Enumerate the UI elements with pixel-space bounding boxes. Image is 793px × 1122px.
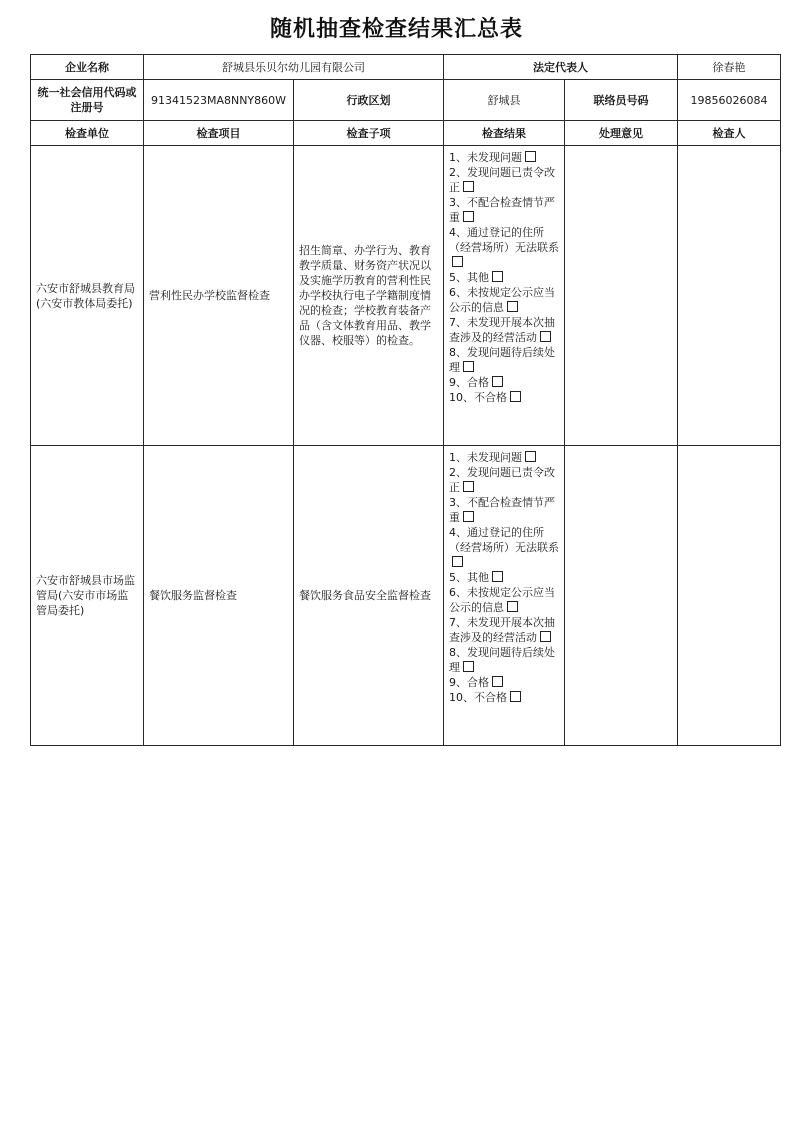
checkbox[interactable] — [540, 631, 551, 642]
credit-row — [31, 80, 781, 121]
result-option: 1、未发现问题 — [449, 450, 559, 465]
result-option: 7、未发现开展本次抽查涉及的经营活动 — [449, 316, 555, 344]
column-header: 处理意见 — [565, 121, 678, 146]
checkbox[interactable] — [540, 331, 551, 342]
checkbox[interactable] — [507, 301, 518, 312]
result-option: 4、通过登记的住所（经营场所）无法联系 — [449, 225, 559, 270]
result-options — [444, 146, 565, 446]
checkbox[interactable] — [492, 376, 503, 387]
enterprise-name-label: 企业名称 — [31, 55, 144, 80]
liaison-label: 联络员号码 — [565, 80, 678, 121]
checkbox[interactable] — [452, 256, 463, 267]
checkbox[interactable] — [525, 451, 536, 462]
column-header: 检查结果 — [444, 121, 565, 146]
result-option: 5、其他 — [449, 270, 559, 285]
legal-rep-label: 法定代表人 — [444, 55, 678, 80]
result-option: 1、未发现问题 — [449, 150, 559, 165]
credit-code-value: 91341523MA8NNY860W — [144, 80, 294, 121]
enterprise-row — [31, 55, 781, 80]
result-option: 5、其他 — [449, 570, 559, 585]
record-row — [31, 146, 781, 446]
checkbox[interactable] — [510, 691, 521, 702]
checkbox[interactable] — [492, 676, 503, 687]
legal-rep-value: 徐春艳 — [678, 55, 781, 80]
checkbox[interactable] — [492, 571, 503, 582]
result-option: 8、发现问题待后续处理 — [449, 646, 555, 674]
record-row — [31, 446, 781, 746]
inspection-item: 营利性民办学校监督检查 — [144, 146, 294, 446]
checkbox[interactable] — [525, 151, 536, 162]
inspection-unit: 六安市舒城县教育局(六安市教体局委托) — [31, 146, 144, 446]
checkbox[interactable] — [463, 361, 474, 372]
result-option: 3、不配合检查情节严重 — [449, 496, 555, 524]
handling-opinion — [565, 446, 678, 746]
result-option: 9、合格 — [449, 375, 559, 390]
handling-opinion — [565, 146, 678, 446]
inspection-subitem: 餐饮服务食品安全监督检查 — [294, 446, 444, 746]
result-options — [444, 446, 565, 746]
enterprise-name-value: 舒城县乐贝尔幼儿园有限公司 — [144, 55, 444, 80]
column-header: 检查子项 — [294, 121, 444, 146]
checkbox[interactable] — [452, 556, 463, 567]
checkbox[interactable] — [463, 211, 474, 222]
checkbox[interactable] — [463, 481, 474, 492]
checkbox[interactable] — [463, 661, 474, 672]
page-title: 随机抽查检查结果汇总表 — [269, 17, 523, 42]
inspector — [678, 146, 781, 446]
result-option: 2、发现问题已责令改正 — [449, 166, 555, 194]
column-header: 检查单位 — [31, 121, 144, 146]
checkbox[interactable] — [492, 271, 503, 282]
result-option: 10、不合格 — [449, 390, 559, 405]
result-option: 6、未按规定公示应当公示的信息 — [449, 286, 555, 314]
result-option: 10、不合格 — [449, 690, 559, 705]
credit-code-label: 统一社会信用代码或注册号 — [31, 80, 144, 121]
checkbox[interactable] — [463, 511, 474, 522]
summary-table — [30, 54, 781, 746]
district-label: 行政区划 — [294, 80, 444, 121]
checkbox[interactable] — [510, 391, 521, 402]
inspector — [678, 446, 781, 746]
column-header: 检查项目 — [144, 121, 294, 146]
result-option: 8、发现问题待后续处理 — [449, 346, 555, 374]
checkbox[interactable] — [463, 181, 474, 192]
column-header: 检查人 — [678, 121, 781, 146]
liaison-value: 19856026084 — [678, 80, 781, 121]
result-option: 4、通过登记的住所（经营场所）无法联系 — [449, 525, 559, 570]
checkbox[interactable] — [507, 601, 518, 612]
inspection-unit: 六安市舒城县市场监管局(六安市市场监管局委托) — [31, 446, 144, 746]
result-option: 2、发现问题已责令改正 — [449, 466, 555, 494]
result-option: 6、未按规定公示应当公示的信息 — [449, 586, 555, 614]
result-option: 3、不配合检查情节严重 — [449, 196, 555, 224]
result-option: 9、合格 — [449, 675, 559, 690]
column-header-row — [31, 121, 781, 146]
district-value: 舒城县 — [444, 80, 565, 121]
inspection-subitem: 招生简章、办学行为、教育教学质量、财务资产状况以及实施学历教育的营利性民办学校执行电子学籍制度情况的检查；学校教育装备产品（含文体教育用品、教学仪器、校服等）的检查。 — [294, 146, 444, 446]
inspection-item: 餐饮服务监督检查 — [144, 446, 294, 746]
result-option: 7、未发现开展本次抽查涉及的经营活动 — [449, 616, 555, 644]
